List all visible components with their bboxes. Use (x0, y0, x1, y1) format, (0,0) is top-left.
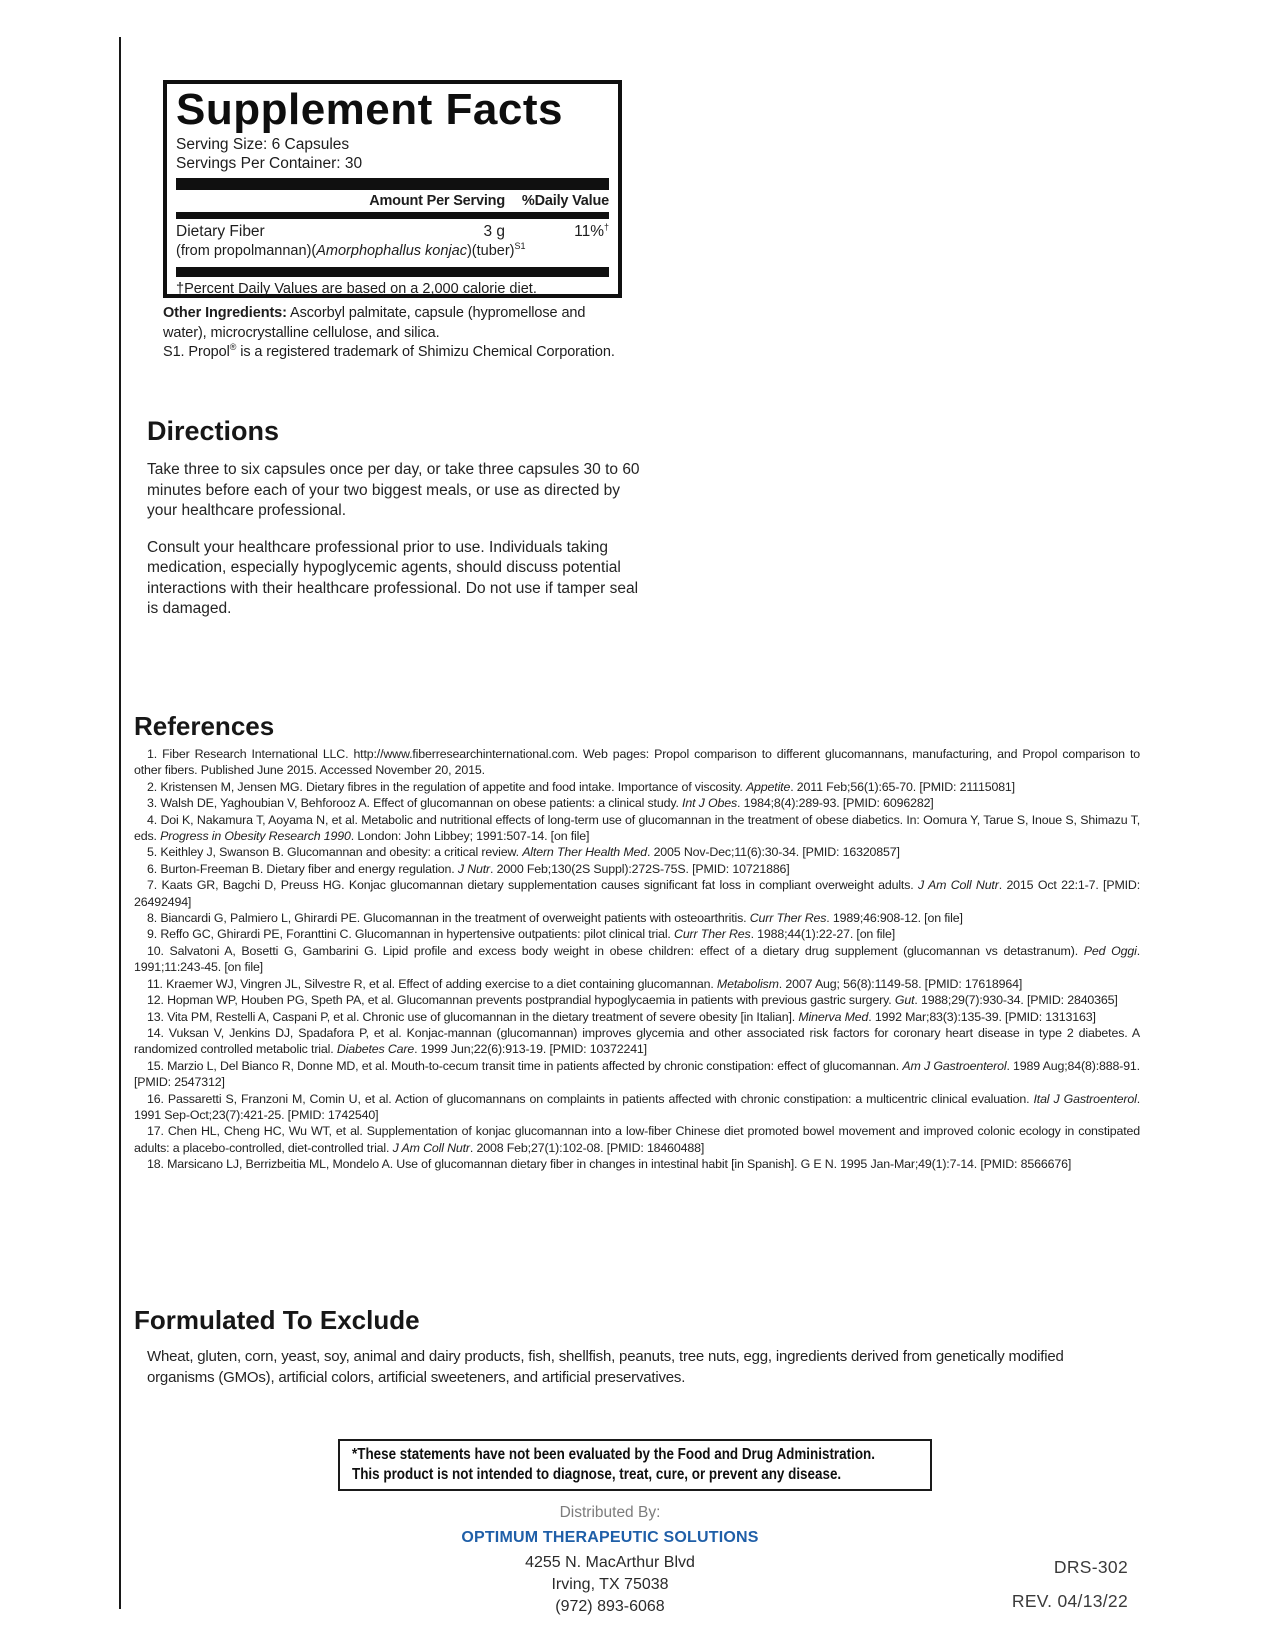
divider-bar-thick (176, 178, 609, 190)
fda-disclaimer-line-1 (352, 1445, 930, 1465)
reference-item: 6. Burton-Freeman B. Dietary fiber and energy regulation. J Nutr. 2000 Feb;130(2S Suppl):272S-75S. [PMID: 10721886] (147, 861, 790, 876)
directions-paragraph-2: Consult your healthcare professional prior to use. Individuals taking medication, especially hypoglycemic agents, should discuss potential interactions with their healthcare professional. Do not use if tamper seal is damaged. (147, 538, 639, 617)
formulated-to-exclude-heading: Formulated To Exclude (134, 1305, 420, 1335)
reference-item: 3. Walsh DE, Yaghoubian V, Behforooz A. Effect of glucomannan on obese patients: a clinical study. Int J Obes. 1984;8(4):289-93. [PMID: 6096282] (147, 796, 934, 811)
supplement-facts-panel (163, 80, 622, 298)
column-header-daily-value: %Daily Value (521, 193, 609, 209)
daily-value-dagger: † (603, 221, 609, 232)
trademark-pre: S1. Propol (163, 344, 230, 360)
fda-disclaimer-box (338, 1439, 932, 1491)
references-list (134, 746, 1140, 1173)
detail-superscript: S1 (514, 241, 526, 252)
formulated-to-exclude-text: Wheat, gluten, corn, yeast, soy, animal and dairy products, fish, shellfish, peanuts, tree nuts, egg, ingredients derived from genetically modified organisms (GMOs), artificial colors, artificial sweeteners, and artificial preservatives. (147, 1348, 1064, 1386)
distributor-name: OPTIMUM THERAPEUTIC SOLUTIONS (461, 1529, 759, 1546)
supplement-facts-title: Supplement Facts (176, 85, 563, 134)
distributed-by-label: Distributed By: (559, 1504, 661, 1521)
reference-item: 18. Marsicano LJ, Berrizbeitia ML, Mondelo A. Use of glucomannan dietary fiber in changes in intestinal habit [in Spanish]. G E N. 1995 Jan-Mar;49(1):7-14. [PMID: 8566676] (147, 1157, 1072, 1172)
reference-item: 2. Kristensen M, Jensen MG. Dietary fibres in the regulation of appetite and food intake. Importance of viscosity. Appetite. 2011 Feb;56(1):65-70. [PMID: 21115081] (147, 779, 1015, 794)
divider-bar-medium (176, 212, 609, 219)
left-margin-rule (119, 37, 121, 1609)
reference-item: 10. Salvatoni A, Bosetti G, Gambarini G. Lipid profile and excess body weight in obese children: effect of a dietary drug supplement (glucomannan vs detastranum). Ped Oggi. 1991;11:243-45. [on file] (134, 943, 1141, 975)
reference-item: 17. Chen HL, Cheng HC, Wu WT, et al. Supplementation of konjac glucomannan into a low-fiber Chinese diet promoted bowel movement and improved colonic ecology in constipated adults: a placebo-controlled, diet-controlled trial. J Am Coll Nutr. 2008 Feb;27(1):102-08. [PMID: 18460488] (134, 1124, 1140, 1155)
registered-mark: ® (229, 342, 237, 353)
distributor-address-line-1: 4255 N. MacArthur Blvd (525, 1554, 695, 1571)
reference-item: 4. Doi K, Nakamura T, Aoyama N, et al. Metabolic and nutritional effects of long-term use of glucomannan in the treatment of obese diabetics. In: Oomura Y, Tarue S, Inoue S, Shimazu T, eds. Progress in Obesity Research 1990. London: John Libbey; 1991:507-14. [on file] (134, 812, 1140, 844)
fda-disclaimer-text-2: This product is not intended to diagnose, treat, cure, or prevent any disease. (352, 1466, 842, 1483)
nutrient-daily-value (517, 219, 609, 241)
other-ingredients-text: Ascorbyl palmitate, capsule (hypromellose and water), microcrystalline cellulose, and silica. (163, 305, 586, 341)
divider-bar-bottom (176, 267, 609, 277)
reference-item: 8. Biancardi G, Palmiero L, Ghirardi PE. Glucomannan in the treatment of overweight patients with osteoarthritis. Curr Ther Res. 1989;46:908-12. [on file] (147, 911, 963, 926)
fda-disclaimer-text-1: *These statements have not been evaluated by the Food and Drug Administration. (352, 1446, 876, 1463)
nutrient-amount: 3 g (483, 223, 505, 240)
trademark-post: is a registered trademark of Shimizu Chemical Corporation. (236, 344, 615, 360)
fda-disclaimer-line-2 (352, 1465, 930, 1485)
trademark-note (163, 344, 643, 360)
detail-suffix: )(tuber) (466, 243, 515, 259)
reference-item: 16. Passaretti S, Franzoni M, Comin U, et al. Action of glucomannans on complaints in patients affected with chronic constipation: a multicentric clinical evaluation. Ital J Gastroenterol. 1991 Sep-Oct;23(7):421-25. [PMID: 1742540] (134, 1091, 1141, 1122)
reference-item: 15. Marzio L, Del Bianco R, Donne MD, et al. Mouth-to-cecum transit time in patients affected by chronic constipation: effect of glucomannan. Am J Gastroenterol. 1989 Aug;84(8):888-91. [PMID: 2547312] (134, 1058, 1140, 1090)
reference-item: 5. Keithley J, Swanson B. Glucomannan and obesity: a critical review. Altern Ther Health Med. 2005 Nov-Dec;11(6):30-34. [PMID: 16320857] (147, 845, 900, 860)
distributor-block (350, 1504, 870, 1618)
reference-item: 9. Reffo GC, Ghirardi PE, Foranttini C. Glucomannan in hypertensive outpatients: pilot clinical trial. Curr Ther Res. 1988;44(1):22-27. [on file] (147, 927, 895, 942)
serving-size: Serving Size: 6 Capsules (176, 136, 350, 153)
other-ingredients-label: Other Ingredients: (163, 305, 287, 321)
other-ingredients (163, 304, 625, 343)
reference-item: 12. Hopman WP, Houben PG, Speth PA, et al. Glucomannan prevents postprandial hypoglycaemia in patients with previous gastric surgery. Gut. 1988;29(7):930-34. [PMID: 2840365] (147, 993, 1118, 1008)
daily-value-footnote: †Percent Daily Values are based on a 2,000 calorie diet. (176, 281, 537, 297)
detail-latin-name: Amorphophallus konjac (316, 243, 467, 259)
reference-item: 14. Vuksan V, Jenkins DJ, Spadafora P, et al. Konjac-mannan (glucomannan) improves glycemia and other associated risk factors for coronary heart disease in type 2 diabetes. A randomized controlled metabolic trial. Diabetes Care. 1999 Jun;22(6):913-19. [PMID: 10372241] (134, 1025, 1140, 1057)
column-header-amount-per-serving: Amount Per Serving (369, 193, 505, 209)
reference-item: 13. Vita PM, Restelli A, Caspani P, et al. Chronic use of glucomannan in the dietary treatment of severe obesity [in Italian]. Minerva Med. 1992 Mar;83(3):135-39. [PMID: 1313163] (147, 1009, 1096, 1024)
servings-per-container: Servings Per Container: 30 (176, 155, 363, 172)
reference-item: 11. Kraemer WJ, Vingren JL, Silvestre R, et al. Effect of adding exercise to a diet containing glucomannan. Metabolism. 2007 Aug; 56(8):1149-58. [PMID: 17618964] (147, 976, 1023, 991)
nutrient-name: Dietary Fiber (176, 223, 265, 240)
daily-value-number: 11% (574, 223, 604, 240)
directions-paragraph-1: Take three to six capsules once per day, or take three capsules 30 to 60 minutes before each of your two biggest meals, or use as directed by your healthcare professional. (147, 461, 640, 519)
detail-prefix: (from propolmannan)( (176, 243, 317, 259)
distributor-address (350, 1552, 870, 1618)
directions-heading: Directions (147, 416, 280, 446)
nutrition-table (176, 190, 609, 264)
directions-body (147, 460, 641, 620)
nutrient-source-detail (176, 241, 609, 264)
document-code: DRS-302 (1053, 1557, 1128, 1577)
reference-item: 1. Fiber Research International LLC. http://www.fiberresearchinternational.com. Web pages: Propol comparison to different glucomannans, manufacturing, and Propol comparison to other fibers. Published June 2015. Accessed November 20, 2015. (134, 747, 1140, 778)
reference-item: 7. Kaats GR, Bagchi D, Preuss HG. Konjac glucomannan dietary supplementation causes significant fat loss in compliant overweight adults. J Am Coll Nutr. 2015 Oct 22:1-7. [PMID: 26492494] (134, 878, 1140, 909)
references-heading: References (134, 711, 275, 741)
distributor-phone: (972) 893-6068 (555, 1598, 665, 1615)
distributor-address-line-2: Irving, TX 75038 (551, 1576, 669, 1593)
document-revision: REV. 04/13/22 (1011, 1591, 1128, 1611)
